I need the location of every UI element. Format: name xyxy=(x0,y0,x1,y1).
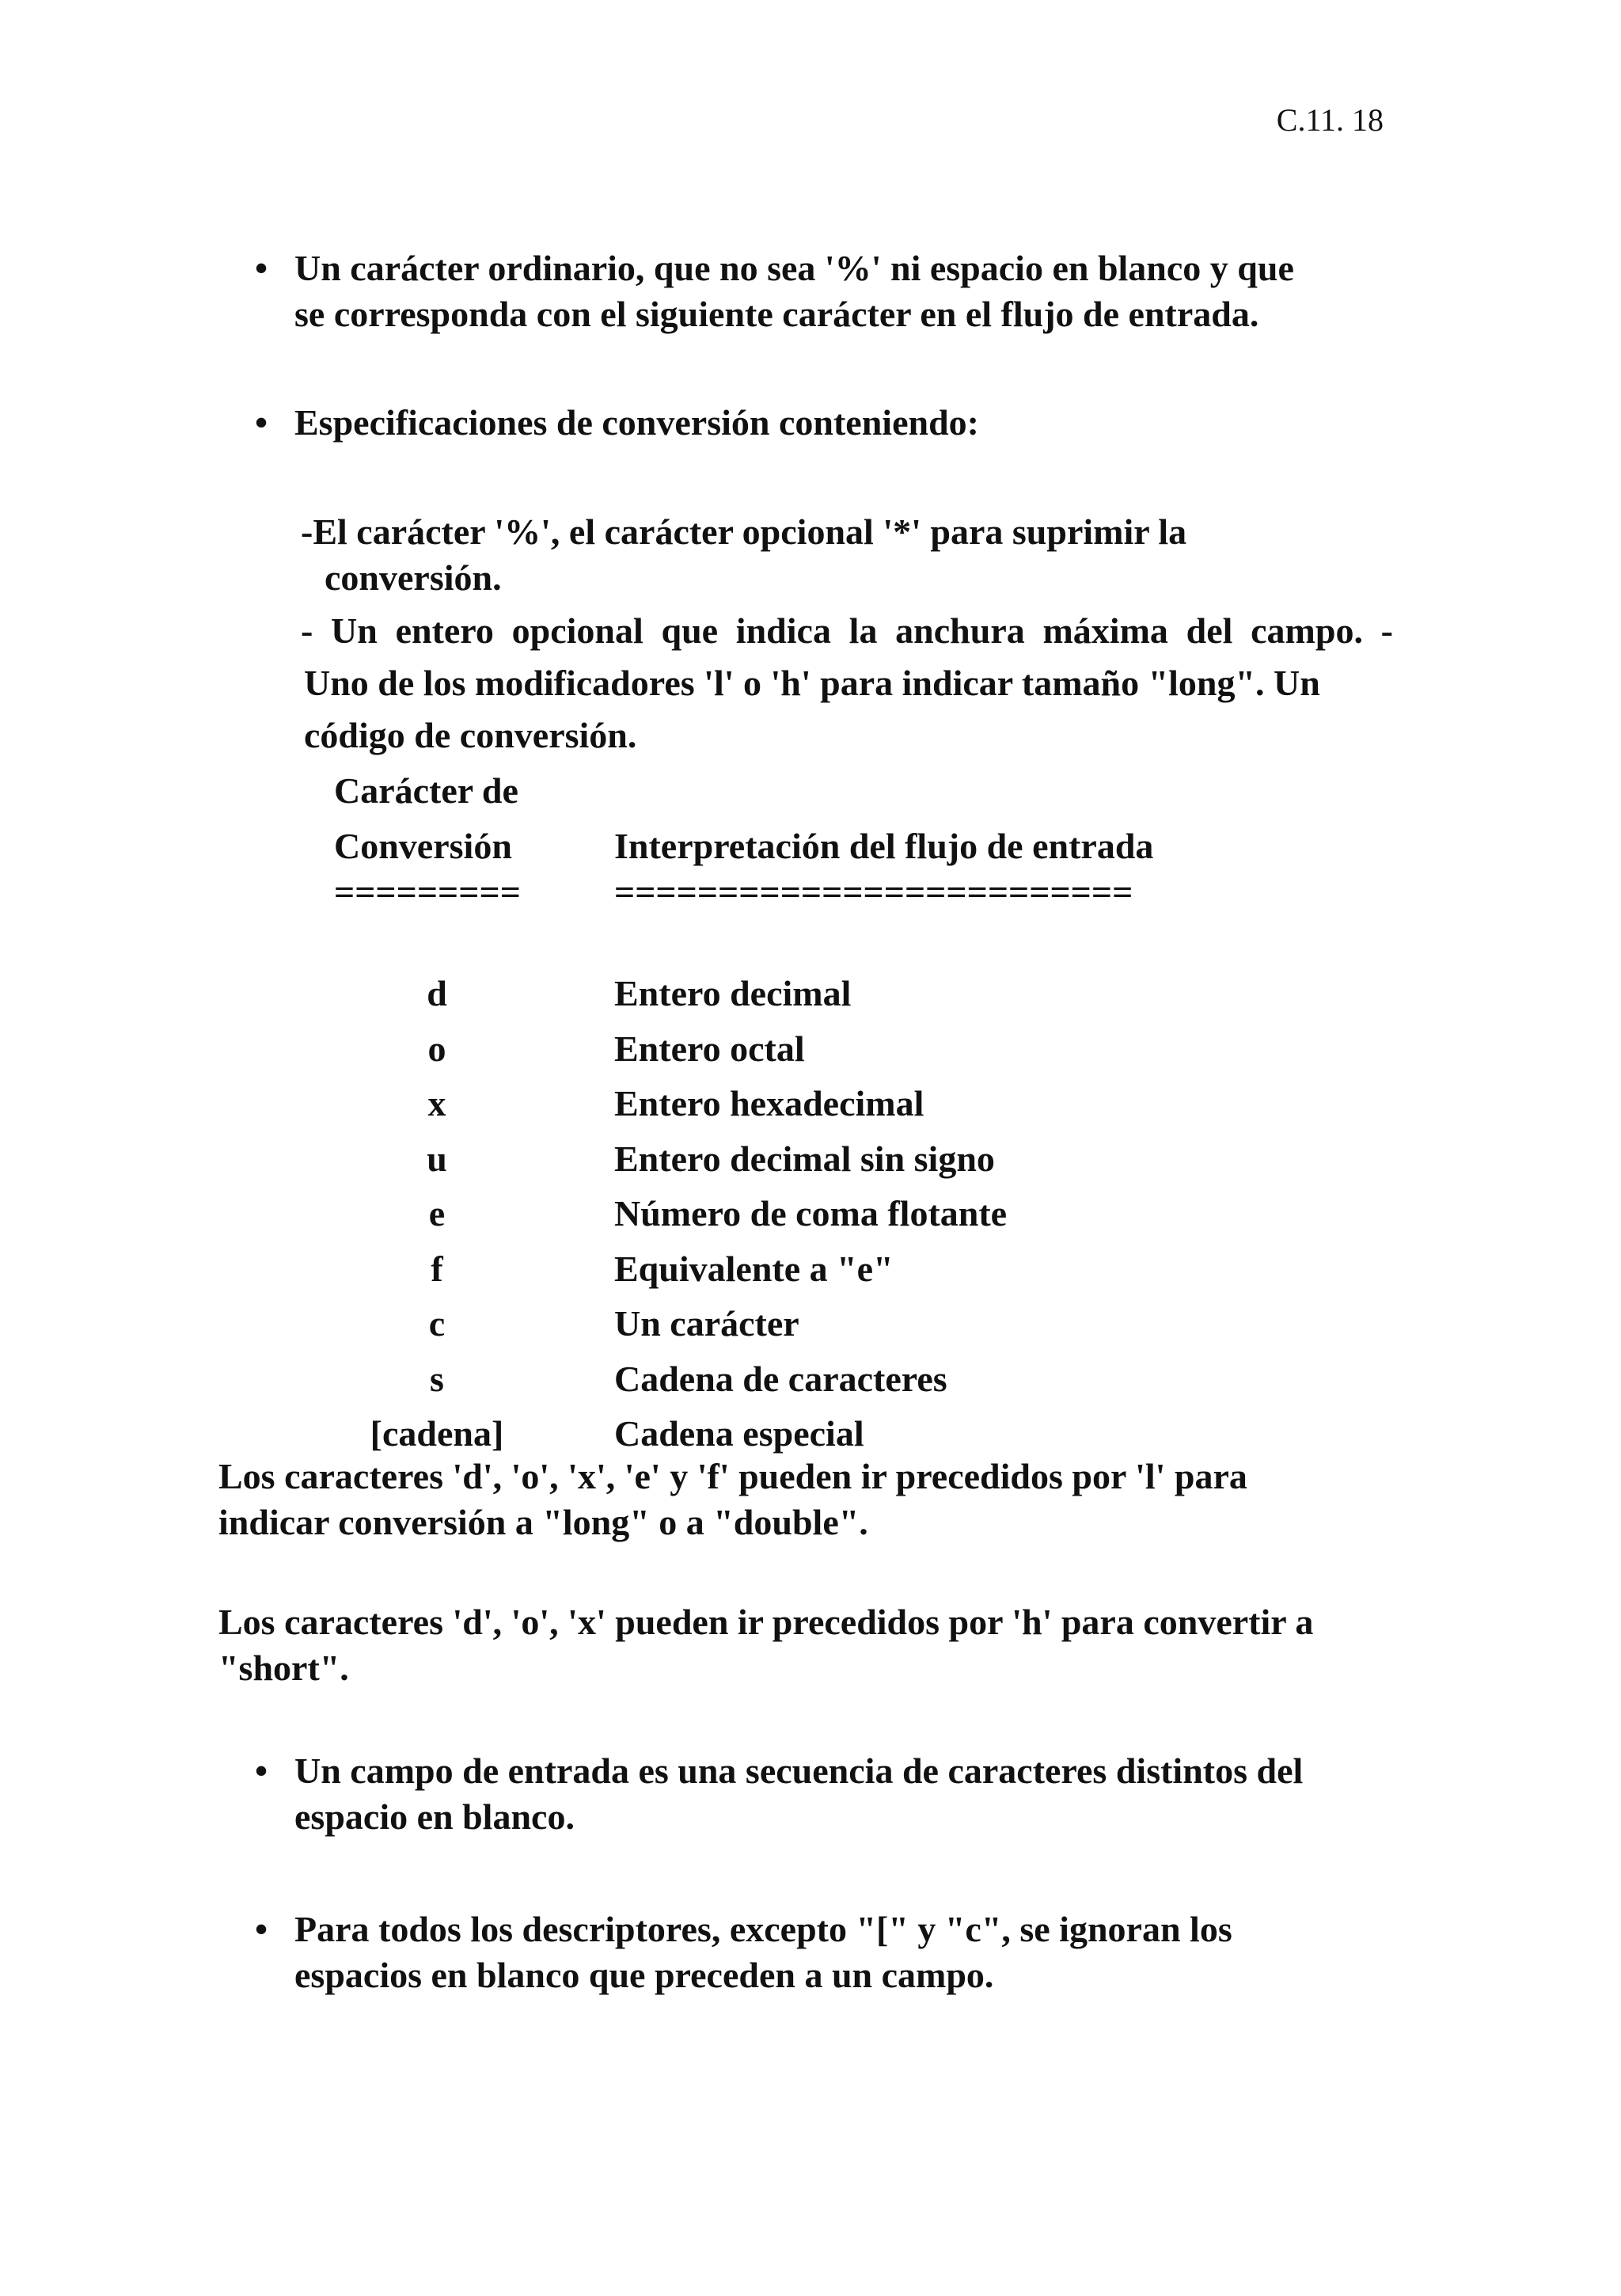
bullet-item-whitespace xyxy=(294,1906,1232,1998)
text-line: "short". xyxy=(218,1648,349,1688)
conversion-code: f xyxy=(431,1248,443,1289)
text-line: Especificaciones de conversión conteniendo: xyxy=(294,402,979,443)
text-line: espacios en blanco que preceden a un campo. xyxy=(294,1955,994,1995)
paragraph-short xyxy=(218,1599,1313,1691)
paragraph-long-double xyxy=(218,1454,1247,1545)
conversion-description: Entero octal xyxy=(614,1028,805,1069)
text-line: espacio en blanco. xyxy=(294,1796,575,1837)
text-line: Los caracteres 'd', 'o', 'x', 'e' y 'f' pueden ir precedidos por 'l' para xyxy=(218,1456,1247,1496)
conversion-code: x xyxy=(427,1083,446,1123)
bullet-item-conversion-specs xyxy=(294,400,979,446)
table-rule-col2: ========================= xyxy=(614,872,1133,912)
text-line: Un carácter ordinario, que no sea '%' ni espacio en blanco y que xyxy=(294,248,1294,288)
conversion-description: Número de coma flotante xyxy=(614,1193,1008,1234)
table-rule-col1: ========= xyxy=(334,872,521,912)
conversion-description: Entero decimal xyxy=(614,973,852,1013)
spec-line-4 xyxy=(304,660,1320,706)
text-line: -El carácter '%', el carácter opcional '*' para suprimir la xyxy=(301,511,1187,552)
conversion-code: s xyxy=(430,1358,444,1399)
conversion-description: Equivalente a "e" xyxy=(614,1248,894,1289)
table-header-col2: Interpretación del flujo de entrada xyxy=(614,826,1154,866)
conversion-code: d xyxy=(427,973,447,1013)
text-line: indicar conversión a "long" o a "double". xyxy=(218,1502,868,1542)
conversion-code: o xyxy=(427,1028,446,1069)
text-line: código de conversión. xyxy=(304,715,637,755)
text-line: Para todos los descriptores, excepto "[" y "c", se ignoran los xyxy=(294,1909,1232,1949)
text-line: se corresponda con el siguiente carácter en el flujo de entrada. xyxy=(294,294,1259,334)
table-header-col1: Carácter de xyxy=(334,770,518,811)
bullet-item-ordinary-character xyxy=(294,245,1294,337)
conversion-code: u xyxy=(427,1138,447,1179)
bullet-dot: • xyxy=(255,402,268,443)
conversion-code: e xyxy=(428,1193,446,1234)
spec-line-2 xyxy=(325,555,502,601)
conversion-description: Un carácter xyxy=(614,1303,799,1344)
conversion-description: Cadena especial xyxy=(614,1413,864,1454)
bullet-dot: • xyxy=(255,248,268,288)
text-line: - Un entero opcional que indica la anchura máxima del campo. - xyxy=(301,610,1393,651)
conversion-description: Entero decimal sin signo xyxy=(614,1138,995,1179)
conversion-description: Entero hexadecimal xyxy=(614,1083,924,1123)
conversion-code: c xyxy=(428,1303,446,1344)
conversion-description: Cadena de caracteres xyxy=(614,1358,947,1399)
conversion-code: [cadena] xyxy=(370,1413,504,1454)
page-number: C.11. 18 xyxy=(1276,102,1384,138)
text-line: Uno de los modificadores 'l' o 'h' para indicar tamaño "long". Un xyxy=(304,663,1320,703)
bullet-item-input-field xyxy=(294,1748,1303,1840)
spec-line-3 xyxy=(301,608,1393,654)
bullet-dot: • xyxy=(255,1751,268,1791)
table-header-col1: Conversión xyxy=(334,826,512,866)
bullet-dot: • xyxy=(255,1909,268,1949)
text-line: Los caracteres 'd', 'o', 'x' pueden ir precedidos por 'h' para convertir a xyxy=(218,1602,1314,1642)
spec-line-1 xyxy=(301,509,1186,555)
text-line: Un campo de entrada es una secuencia de caracteres distintos del xyxy=(294,1751,1304,1791)
text-line: conversión. xyxy=(325,557,502,598)
table-header-line-1 xyxy=(334,768,518,814)
spec-line-5 xyxy=(304,713,636,758)
